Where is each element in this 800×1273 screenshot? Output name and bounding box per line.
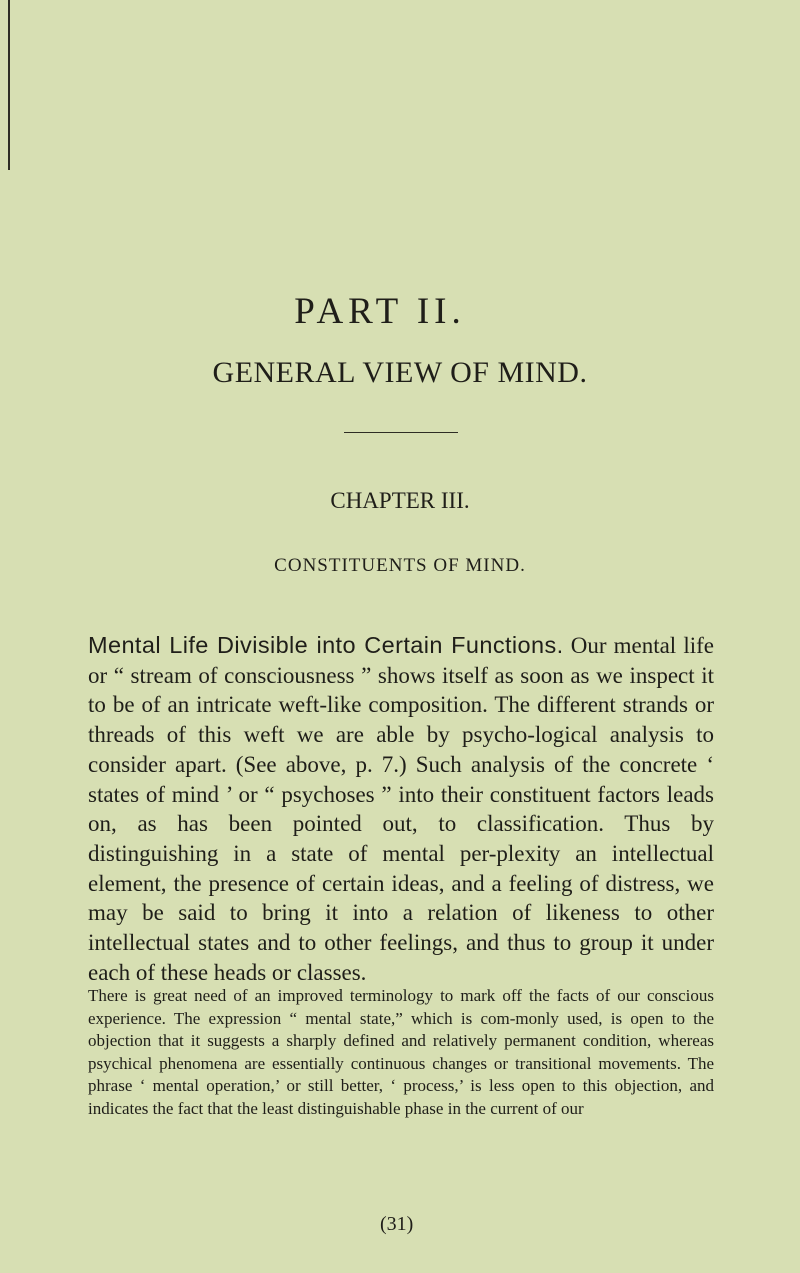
section-heading: Mental Life Divisible into Certain Functions.	[88, 632, 564, 658]
part-title: PART II.	[294, 291, 466, 332]
section-body: Our mental life or “ stream of consciousness ” shows itself as soon as we inspect it to be of an intricate weft-like composition. The different strands or threads of this weft we are able by psycho-logical analysis to consider apart. (See above, p. 7.) Such analysis of the concrete ‘ states of mind ’ or “ psychoses ” into their constituent factors leads on, as has been pointed out, to classification. Thus by distinguishing in a state of mental per-plexity an intellectual element, the presence of certain ideas, and a feeling of distress, we may be said to bring it into a relation of likeness to other intellectual states and to other feelings, and thus to group it under each of these heads or classes.	[88, 633, 714, 985]
note-paragraph: There is great need of an improved terminology to mark off the facts of our conscious experience. The expression “ mental state,” which is com-monly used, is open to the objection that it suggests a sharply defined and relatively permanent condition, whereas psychical phenomena are essentially continuous changes or transitional movements. The phrase ‘ mental operation,’ or still better, ‘ process,’ is less open to this objection, and indicates the fact that the least distinguishable phase in the current of our	[88, 986, 714, 1118]
page-number: (31)	[380, 1213, 414, 1235]
page-edge-line	[8, 0, 10, 170]
part-subtitle: GENERAL VIEW OF MIND.	[212, 356, 588, 389]
body-paragraph	[88, 631, 714, 987]
chapter-title: CHAPTER III.	[330, 488, 470, 513]
chapter-subtitle: CONSTITUENTS OF MIND.	[274, 555, 526, 576]
divider-rule	[344, 432, 458, 433]
